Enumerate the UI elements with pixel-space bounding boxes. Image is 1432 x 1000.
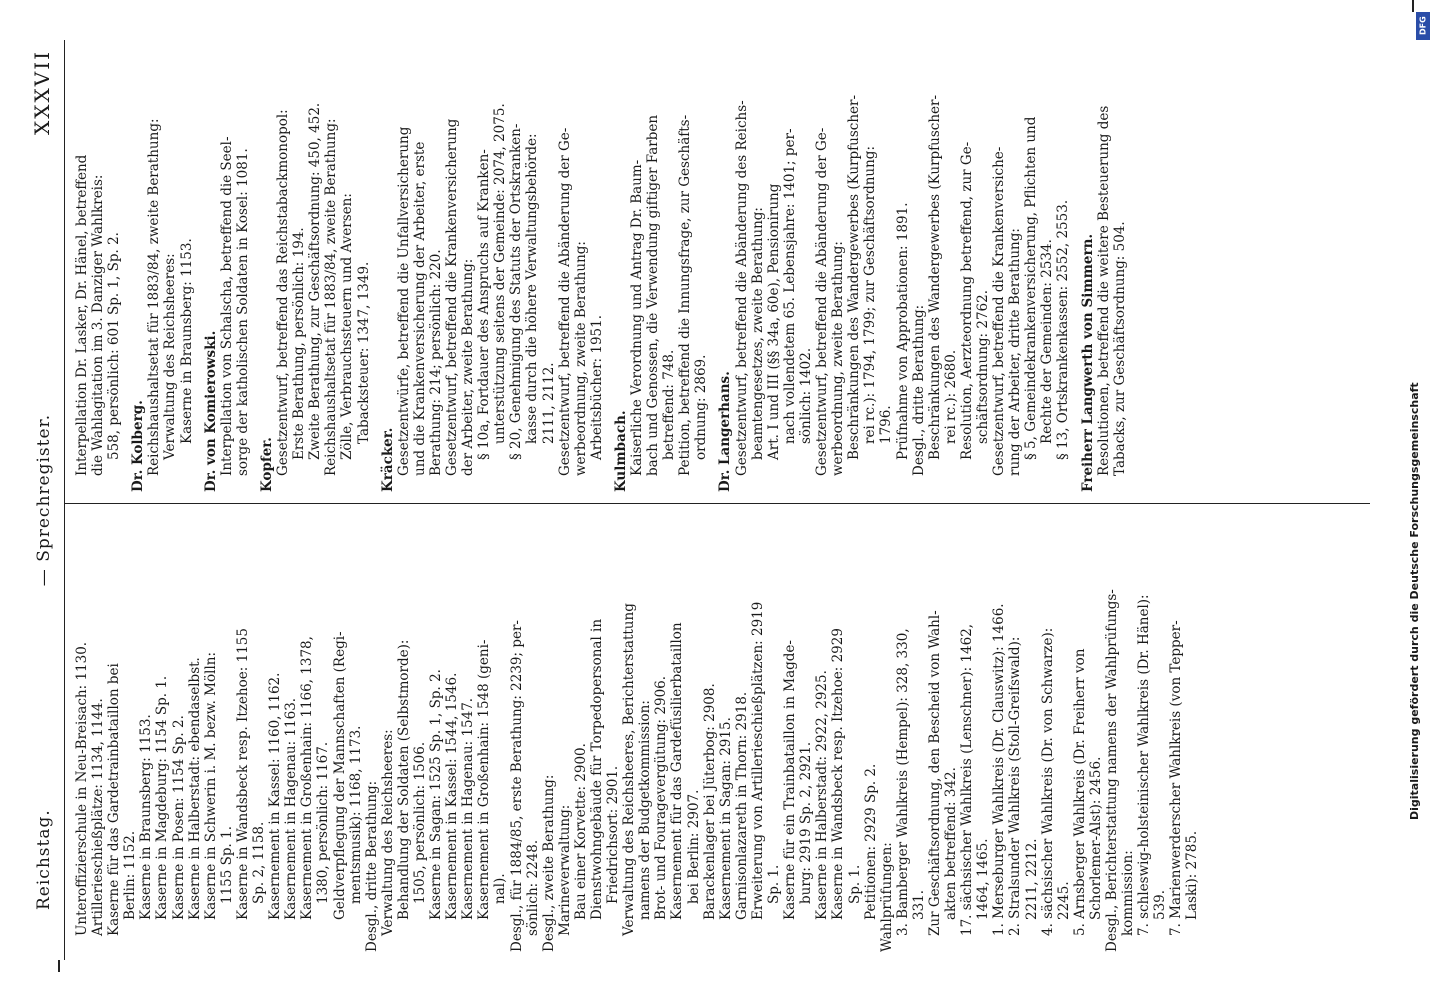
dfg-logo: DFG: [1416, 12, 1430, 40]
register-entry: bei Berlin: 2907.: [685, 789, 702, 904]
register-entry: unterstützung seitens der Gemeinde: 2074, 2075.: [492, 103, 509, 444]
register-entry: Arbeitsbücher: 1951.: [588, 314, 605, 460]
register-entry: sönlich: 1402.: [797, 347, 814, 444]
register-entry: Gesetzentwurf, betreffend die Abänderung des Reichs-: [733, 100, 750, 476]
register-entry: Desgl., Berichterstattung namens der Wahlprüfungs-: [1104, 589, 1120, 952]
register-entry: Kaserne für ein Trainbataillon in Magde-: [782, 640, 799, 920]
register-entry: Interpellation von Schalscha, betreffend die Seel-: [218, 136, 235, 476]
register-entry: Gesetzentwurf, betreffend die Abänderung der Ge-: [814, 127, 831, 476]
register-entry: 2. Stralsunder Wahlkreis (Stoll-Greifswald):: [1007, 636, 1024, 936]
register-entry: 17. sächsischer Wahlkreis (Lenschner): 1462,: [959, 623, 976, 936]
register-entry: Kaserne für das Gardetrainbataillon bei: [106, 663, 123, 936]
entry-gap: [605, 52, 613, 492]
register-entry: 4. sächsischer Wahlkreis (Dr. von Schwarze):: [1039, 627, 1056, 936]
register-entry: Desgl., dritte Berathung:: [910, 304, 927, 476]
register-entry: Verwaltung des Reichsheeres:: [162, 253, 179, 460]
register-entry: kasse durch die höhere Verwaltungsbehörde:: [524, 133, 541, 444]
register-entry: Petition, betreffend die Innungsfrage, zur Geschäfts-: [677, 114, 694, 476]
register-entry: 7. schleswig-holsteinischer Wahlkreis (Dr. Hänel):: [1136, 594, 1153, 936]
right-column: [74, 52, 1128, 492]
speaker-name: Kopfer.: [258, 437, 275, 492]
register-entry: sönlich: 2248.: [524, 839, 541, 936]
register-entry: Rechte der Gemeinden: 2534.: [1039, 239, 1056, 444]
register-entry: rei rc.): 2680.: [942, 349, 959, 444]
register-entry: nach vollendetem 65. Lebensjahre: 1401; per-: [781, 128, 798, 444]
register-entry: Zur Geschäftsordnung, den Bescheid von Wahl-: [926, 610, 943, 936]
speaker-name: Dr. Langerhans.: [717, 371, 734, 492]
register-entry: 2211, 2212.: [1023, 838, 1040, 920]
register-entry: Desgl., für 1884/85, erste Berathung: 2239; per-: [508, 620, 525, 952]
register-entry: kommission:: [1120, 850, 1137, 936]
header-left: Reichstag.: [34, 809, 54, 910]
register-entry: 558, persönlich: 601 Sp. 1, Sp. 2.: [106, 232, 123, 460]
speaker-name: Kräcker.: [379, 427, 396, 492]
register-entry: Interpellation Dr. Lasker, Dr. Hänel, betreffend: [74, 154, 90, 476]
register-entry: 7. Marienwerderscher Wahlkreis (von Tepper-: [1168, 620, 1185, 936]
register-entry: Erste Berathung, persönlich: 194.: [291, 227, 308, 460]
register-entry: Berathung: 214; persönlich: 220.: [427, 249, 444, 476]
register-entry: Petitionen: 2929 Sp. 2.: [862, 763, 879, 920]
register-entry: Reichshaushaltsetat für 1883/84, zweite Berathung:: [323, 118, 340, 476]
register-entry: und die Krankenversicherung der Arbeiter, erste: [411, 141, 428, 476]
register-entry: Desgl., zweite Berathung:: [540, 774, 557, 952]
register-entry: 2111, 2112.: [540, 362, 557, 444]
register-entry: schäftsordnung: 2762.: [974, 289, 991, 444]
register-entry: 1464, 1465.: [975, 838, 992, 920]
register-entry: Unteroffizierschule in Neu-Breisach: 1130.: [74, 641, 90, 936]
register-entry: Kaserne in Posen: 1154 Sp. 2.: [170, 715, 187, 920]
entry-gap: [251, 52, 259, 492]
register-entry: Schorlemer-Alst): 2456.: [1087, 756, 1104, 920]
entry-gap: [122, 52, 130, 492]
register-entry: Reichshaushaltsetat für 1883/84, zweite Berathung:: [146, 118, 163, 476]
register-entry: Resolutionen, betreffend die weitere Besteuerung des: [1095, 105, 1112, 476]
header-rule: [64, 40, 65, 960]
register-entry: Brot- und Fouragevergütung: 2906.: [653, 675, 670, 920]
register-entry: Desgl., dritte Berathung:: [363, 780, 380, 952]
register-entry: Prüfnahme von Approbationen: 1891.: [894, 202, 911, 460]
entry-gap: [709, 52, 717, 492]
speaker-name: Freiherr Langwerth von Simmern.: [1079, 233, 1096, 492]
register-entry: Kaserne in Halberstadt: 2922, 2925.: [814, 670, 831, 920]
page-number: XXXVII: [30, 50, 54, 135]
entry-gap: [372, 52, 380, 492]
register-entry: Zölle, Verbrauchssteuern und Aversen:: [339, 193, 356, 460]
register-entry: burg: 2919 Sp. 2, 2921.: [798, 741, 815, 904]
register-entry: Dienstwohngebäude für Torpedopersonal in: [589, 618, 605, 920]
register-entry: rei rc.): 1794, 1799; zur Geschäftsordnung:: [862, 145, 879, 444]
register-entry: nal).: [492, 873, 509, 904]
register-entry: § 20, Genehmigung des Statuts der Ortskranken-: [508, 123, 525, 460]
register-entry: Sp. 1.: [846, 864, 863, 904]
register-entry: Tabacks, zur Geschäftsordnung: 504.: [1111, 221, 1128, 476]
register-entry: werbeordnung, zweite Berathung:: [830, 241, 847, 476]
register-entry: Kasernement in Sagan: 2915.: [717, 717, 734, 920]
left-column: [74, 512, 1201, 952]
scan-mark: [1412, 0, 1414, 12]
register-entry: Geldverpflegung der Mannschaften (Regi-: [331, 631, 348, 920]
speaker-name: Kulmbach.: [612, 410, 629, 492]
register-entry: mentsmusik): 1168, 1173.: [347, 725, 364, 904]
register-entry: werbeordnung, zweite Berathung:: [572, 241, 589, 476]
register-entry: akten betreffend: 342.: [943, 767, 960, 920]
register-entry: Beschränkungen des Wandergewerbes (Kurpfuscher-: [926, 94, 943, 460]
speaker-name: Dr. Kolberg.: [130, 400, 147, 492]
register-entry: Kasernement für das Gardefüsilierbataillon: [669, 622, 686, 920]
register-entry: § 13, Ortskrankenkassen: 2552, 2553.: [1055, 199, 1072, 460]
register-entry: Erweiterung von Artillerieschießplätzen: 2919: [749, 601, 766, 920]
register-entry: der Arbeiter, zweite Berathung:: [460, 258, 477, 476]
register-entry: 1505, persönlich: 1506.: [411, 741, 428, 904]
register-entry: Kaserne in Braunsberg: 1153.: [138, 714, 155, 920]
register-entry: ordnung: 2869.: [693, 354, 710, 460]
register-entry: betreffend: 748.: [661, 349, 678, 460]
register-entry: § 10a, Fortdauer des Anspruchs auf Kranken-: [476, 149, 493, 460]
entry-gap: [1072, 52, 1080, 492]
digitization-note: Digitalisierung gefördert durch die Deutsche Forschungsgemeinschaft: [1408, 382, 1421, 820]
register-entry: Berlin: 1152.: [122, 830, 139, 920]
register-entry: Gesetzentwurf, betreffend das Reichstabackmonopol:: [275, 109, 292, 476]
register-entry: Laski): 2785.: [1184, 830, 1201, 920]
register-entry: Marineverwaltung:: [556, 804, 573, 936]
register-entry: Art. I und III (§§ 34a, 60e), Pensionirung: [765, 183, 782, 460]
register-entry: Sp. 1.: [766, 864, 783, 904]
register-entry: 331.: [910, 889, 927, 920]
register-entry: 1796.: [878, 405, 895, 444]
register-entry: Garnisonlazareth in Thorn: 2918.: [733, 691, 750, 920]
register-entry: Kasernement in Kassel: 1160, 1162.: [267, 672, 284, 920]
register-entry: die Wahlagitation im 3. Danziger Wahlkreis:: [90, 174, 107, 476]
register-entry: 539.: [1152, 889, 1169, 920]
header-title: — Sprechregister.: [34, 413, 54, 587]
register-entry: Kasernement in Kassel: 1544, 1546.: [444, 672, 461, 920]
register-entry: beamtengesetzes, zweite Berathung:: [749, 207, 766, 460]
register-entry: Resolution, Aerzteordnung betreffend, zur Ge-: [958, 141, 975, 460]
column-divider: [64, 503, 1370, 504]
register-entry: Gesetzentwurf, betreffend die Krankenversiche-: [991, 146, 1008, 476]
register-entry: Kasernement in Großenhain: 1166, 1378,: [299, 636, 316, 920]
register-entry: 1155 Sp. 1.: [218, 825, 235, 904]
register-entry: Beschränkungen des Wandergewerbes (Kurpfuscher-: [846, 94, 863, 460]
register-entry: Kaiserliche Verordnung und Antrag Dr. Baum-: [629, 159, 645, 476]
register-entry: 5. Arnsberger Wahlkreis (Dr. Freiherr von: [1071, 648, 1088, 936]
register-entry: Kaserne in Schwerin i. M. bezw. Mölln:: [202, 651, 219, 920]
register-entry: Artillerieschießplätze: 1134, 1144.: [90, 698, 107, 936]
register-entry: Kaserne in Wandsbeck resp. Itzehoe: 1155: [234, 628, 251, 920]
register-entry: Verwaltung des Reichsheeres, Berichterstattung: [621, 603, 638, 936]
register-entry: Kaserne in Halberstadt: ebendaselbst.: [186, 657, 203, 920]
register-entry: Gesetzentwürfe, betreffend die Unfallversicherung: [395, 126, 412, 476]
register-entry: Bau einer Korvette: 2900.: [572, 743, 589, 920]
register-entry: Sp. 2, 1158.: [251, 821, 268, 904]
register-entry: Verwaltung des Reichsheeres:: [379, 729, 396, 936]
register-entry: Kasernement in Großenhain: 1548 (geni-: [476, 639, 493, 920]
register-entry: Kasernement in Hagenau: 1547.: [460, 697, 477, 920]
register-entry: Kasernement in Hagenau: 1163.: [283, 697, 300, 920]
scan-mark: [58, 960, 60, 972]
register-entry: Kaserne in Magdeburg: 1154 Sp. 1.: [154, 675, 171, 920]
register-entry: Barackenlager bei Jüterbog: 2908.: [701, 683, 718, 920]
register-entry: Tabacksteuer: 1347, 1349.: [355, 261, 372, 444]
register-entry: Behandlung der Soldaten (Selbstmorde):: [395, 639, 412, 920]
register-entry: 3. Bamberger Wahlkreis (Hempel): 328, 330,: [894, 628, 911, 936]
register-entry: § 5, Gemeindekrankenversicherung, Pflichten und: [1023, 116, 1040, 460]
register-entry: Wahlprüfungen:: [878, 842, 895, 952]
register-entry: namens der Budgetkommission:: [637, 700, 654, 920]
register-entry: Gesetzentwurf, betreffend die Abänderung der Ge-: [556, 127, 573, 476]
entry-gap: [195, 52, 203, 492]
digitization-sidebar: [1408, 120, 1426, 820]
register-entry: Gesetzentwurf, betreffend die Krankenversicherung: [443, 118, 460, 476]
register-entry: Friedrichsort: 2901.: [605, 765, 622, 904]
register-entry: 1380, persönlich: 1167.: [315, 741, 332, 904]
speaker-name: Dr. von Komierowski.: [202, 330, 219, 492]
register-entry: sorge der katholischen Soldaten in Kosel: 1081.: [234, 148, 251, 476]
register-entry: Kaserne in Wandsbeck resp. Itzehoe: 2929: [830, 628, 847, 920]
register-entry: 2245.: [1055, 881, 1072, 920]
register-entry: bach und Genossen, die Verwendung giftiger Farben: [645, 114, 662, 476]
register-entry: Kaserne in Braunsberg: 1153.: [178, 238, 195, 444]
register-entry: Kaserne in Sagan: 1525 Sp. 1, Sp. 2.: [428, 669, 445, 920]
page-header: [30, 40, 60, 960]
register-page: [18, 40, 1378, 960]
register-entry: Zweite Berathung, zur Geschäftsordnung: 450, 452.: [307, 102, 324, 460]
register-entry: 1. Merseburger Wahlkreis (Dr. Clauswitz): 1466.: [991, 603, 1008, 936]
register-entry: rung der Arbeiter, dritte Berathung:: [1007, 228, 1024, 476]
